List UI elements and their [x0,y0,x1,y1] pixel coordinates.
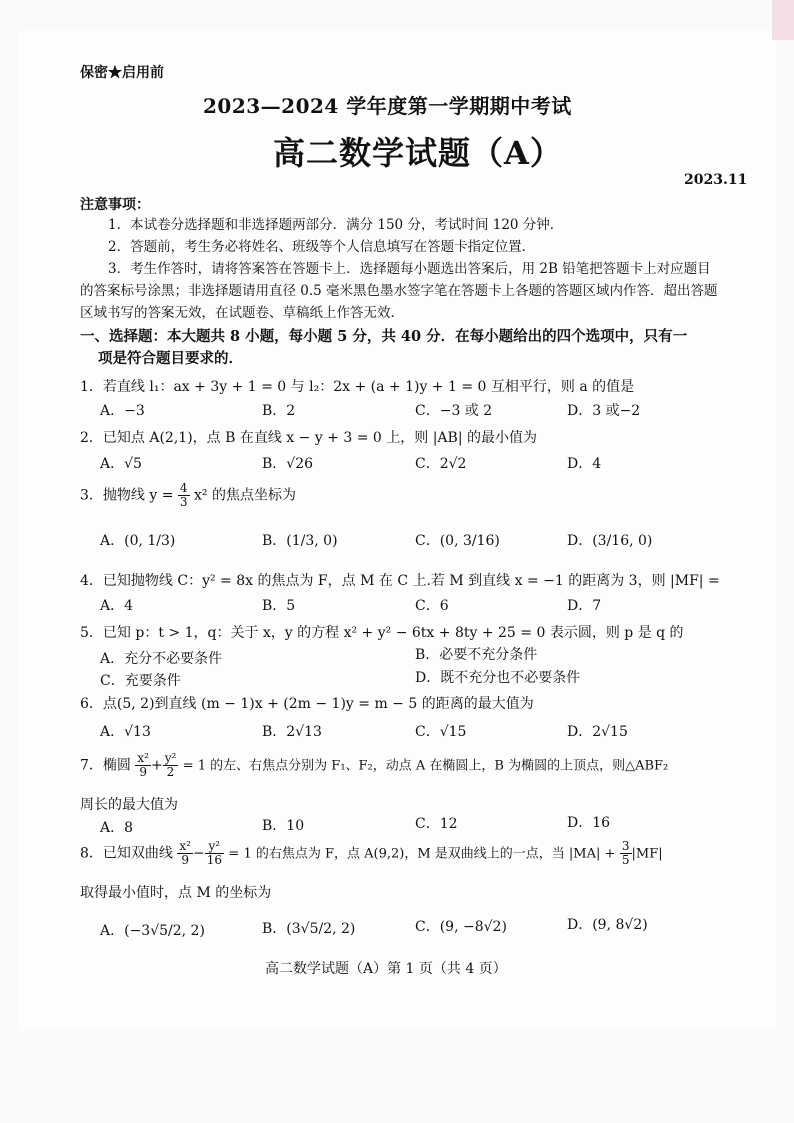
fraction-numerator: x² [179,839,191,853]
option-b: B．必要不充分条件 [415,647,538,663]
option-d: D．既不充分也不必要条件 [415,670,581,686]
page-title: 高二数学试题（A） [273,134,563,172]
question-stem: 8．已知双曲线 $\frac{\text{x²}}{9}$ − $\frac{\text{y²}}{16}$ = 1 的右焦点为 F，点 A(9,2)，M 是双曲线上的一点，当 |MA| + $\frac{3}{5}$ |MF| [80,839,663,867]
option-d: D．4 [567,456,602,472]
question-stem: 5．已知 p：t > 1，q：关于 x，y 的方程 x² + y² − 6tx + 8ty + 25 = 0 表示圆，则 p 是 q 的 [80,625,684,641]
option-c: C．√15 [415,724,467,740]
option-d: D．7 [567,598,602,614]
exam-date: 2023.11 [684,172,748,188]
stem-text: = 1 的左、右焦点分别为 F₁、F₂，动点 A 在椭圆上，B 为椭圆的上顶点，则△ABF₂ [182,758,669,774]
fraction-numerator: x² [137,751,149,765]
section-heading [80,326,720,370]
option-b: B．(1/3, 0) [262,533,338,549]
fraction [163,752,179,779]
fraction-denominator: 9 [139,765,147,779]
fraction-numerator: 3 [621,839,630,853]
option-a: A．√5 [100,456,142,472]
confidential-label: 保密★启用前 [80,65,164,81]
stem-text: 3．抛物线 y = [80,487,174,504]
option-d: D．(3/16, 0) [567,533,653,549]
option-b: B．10 [262,818,305,834]
exam-heading: 2023—2024 学年度第一学期期中考试 [203,94,572,118]
question-stem: 2．已知点 A(2,1)，点 B 在直线 x − y + 3 = 0 上，则 |AB| 的最小值为 [80,430,537,446]
notice-item: 3．考生作答时，请将答案答在答题卡上．选择题每小题选出答案后，用 2B 铅笔把答题卡上对应题目的答案标号涂黑；非选择题请用直径 0.5 毫米黑色墨水签字笔在答题卡上各题的答题区域内作答．超出答题区域书写的答案无效，在试题卷、草稿纸上作答无效． [80,261,718,321]
option-b: B．√26 [262,456,314,472]
option-a: A．−3 [100,403,145,419]
option-a: A．(0, 1/3) [100,533,176,549]
fraction [177,840,193,867]
stem-text: x² 的焦点坐标为 [194,487,296,504]
question-stem [80,482,296,509]
question-stem: 1．若直线 l₁：ax + 3y + 1 = 0 与 l₂：2x + (a + 1)y + 1 = 0 互相平行，则 a 的值是 [80,379,635,395]
stem-text: 7．椭圆 [80,757,131,774]
fraction-denominator: 2 [166,765,175,779]
stem-text: 8．已知双曲线 [80,845,173,862]
option-d: D．16 [567,815,611,831]
section-heading-line: 一、选择题：本大题共 8 小题，每小题 5 分，共 40 分．在每小题给出的四个选项中，只有一 [80,328,688,345]
option-d: D．2√15 [567,724,628,740]
option-d: D．(9, 8√2) [567,917,648,933]
fraction-denominator: 16 [206,853,222,867]
option-a: A．(−3√5/2, 2) [100,923,205,939]
option-a: A．4 [100,598,134,614]
fraction-denominator: 9 [181,853,189,867]
notice-item: 2．答题前，考生务必将姓名、班级等个人信息填写在答题卡指定位置． [108,239,536,255]
option-b: B．(3√5/2, 2) [262,921,356,937]
question-stem-line2: 取得最小值时，点 M 的坐标为 [80,885,272,901]
corner-stamp [772,0,794,40]
question-stem: 7．椭圆 $\frac{\text{x²}}{9}$ + $\frac{\text{y²}}{2}$ = 1 的左、右焦点分别为 F₁、F₂，动点 A 在椭圆上，B 为椭圆的上顶点，则△ABF₂ [80,751,669,779]
option-a: A．8 [100,820,134,836]
fraction-numerator: y² [205,840,224,854]
option-a: A．√13 [100,724,151,740]
fraction-denominator: 3 [179,495,188,509]
option-b: B．2√13 [262,724,322,740]
option-c: C．充要条件 [100,673,181,689]
option-c: C．(9, −8√2) [415,919,507,935]
fraction-denominator: 5 [621,853,630,867]
option-c: C．(0, 3/16) [415,533,500,549]
fraction [205,840,224,867]
option-c: C．12 [415,816,458,832]
notice-item: 1．本试卷分选择题和非选择题两部分．满分 150 分，考试时间 120 分钟． [108,217,564,233]
option-a: A．充分不必要条件 [100,651,223,667]
fraction [620,840,632,867]
section-heading-line: 项是符合题目要求的． [98,350,243,367]
question-stem: 4．已知抛物线 C：y² = 8x 的焦点为 F，点 M 在 C 上.若 M 到直线 x = −1 的距离为 3，则 |MF| = [80,573,720,589]
question-stem: 6．点(5, 2)到直线 (m − 1)x + (2m − 1)y = m − 5 的距离的最大值为 [80,696,534,712]
fraction-numerator: 4 [179,481,188,495]
stem-text: |MF| [631,846,663,862]
option-c: C．6 [415,598,449,614]
question-stem-line2: 周长的最大值为 [80,797,178,813]
page-footer: 高二数学试题（A）第 1 页（共 4 页） [265,961,507,977]
fraction-numerator: y² [164,751,177,765]
option-d: D．3 或−2 [567,403,641,419]
stem-text: = 1 的右焦点为 F，点 A(9,2)，M 是双曲线上的一点，当 |MA| + [228,846,616,862]
option-c: C．−3 或 2 [415,403,493,419]
option-c: C．2√2 [415,456,467,472]
notice-heading: 注意事项： [80,197,150,213]
option-b: B．5 [262,598,296,614]
fraction [135,752,151,779]
fraction [178,482,190,509]
option-b: B．2 [262,403,296,419]
